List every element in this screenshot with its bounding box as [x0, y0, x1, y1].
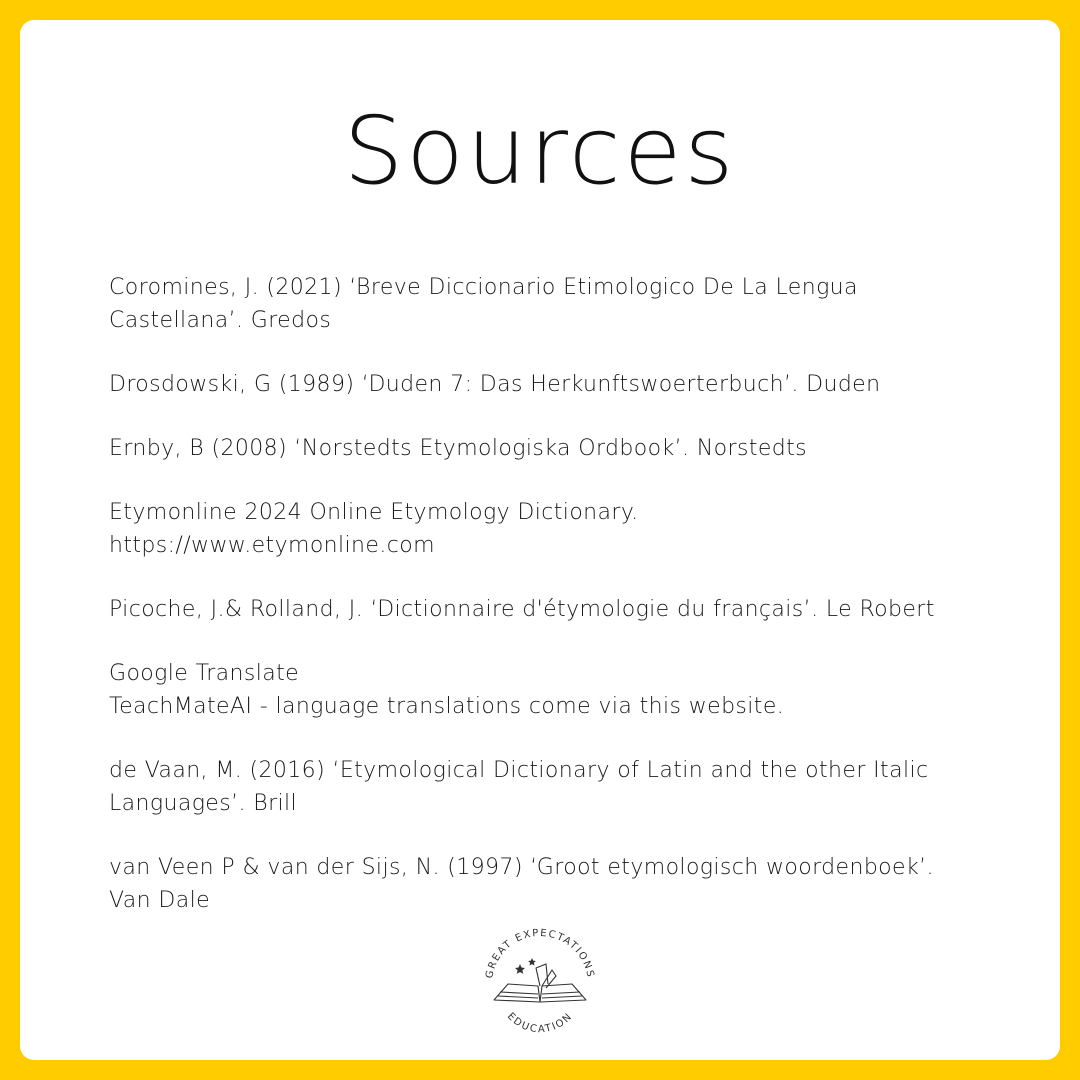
source-line: Drosdowski, G (1989) ‘Duden 7: Das Herkunftswoerterbuch’. Duden: [109, 372, 881, 397]
open-book-icon: [494, 964, 586, 1002]
logo-svg: [470, 912, 610, 1052]
page-title: Sources: [343, 97, 737, 206]
source-entry-etymonline: [109, 496, 989, 562]
source-link: https://www.etymonline.com: [109, 533, 435, 558]
source-line: van Veen P & van der Sijs, N. (1997) ‘Groot etymologisch woordenboek’.: [109, 855, 934, 880]
source-line: Languages’. Brill: [109, 791, 298, 816]
logo-top-text: GREAT EXPECTATIONS: [484, 927, 596, 980]
source-line: Castellana’. Gredos: [109, 308, 332, 333]
source-entry-van-veen: [109, 851, 989, 917]
source-entry-google-translate: [109, 657, 989, 723]
source-line: Coromines, J. (2021) ‘Breve Diccionario Etimologico De La Lengua: [109, 275, 858, 300]
source-line: Ernby, B (2008) ‘Norstedts Etymologiska Ordbook’. Norstedts: [109, 436, 808, 461]
source-line: Google Translate: [109, 661, 300, 686]
source-entry-coromines: [109, 271, 989, 337]
source-line: Picoche, J.& Rolland, J. ‘Dictionnaire d'étymologie du français’. Le Robert: [109, 597, 935, 622]
source-line: Van Dale: [109, 888, 211, 913]
source-entry-picoche: [109, 593, 989, 626]
source-line: de Vaan, M. (2016) ‘Etymological Dictionary of Latin and the other Italic: [109, 758, 929, 783]
source-entry-drosdowski: [109, 368, 989, 401]
source-entry-de-vaan: [109, 754, 989, 820]
source-line: TeachMateAI - language translations come via this website.: [109, 694, 785, 719]
source-line: Etymonline 2024 Online Etymology Dictionary.: [109, 500, 639, 525]
star-icon: [515, 958, 536, 974]
source-entry-ernby: [109, 432, 989, 465]
great-expectations-logo: [470, 912, 610, 1052]
sources-list: [109, 271, 989, 948]
logo-bottom-text: EDUCATION: [504, 1010, 576, 1036]
